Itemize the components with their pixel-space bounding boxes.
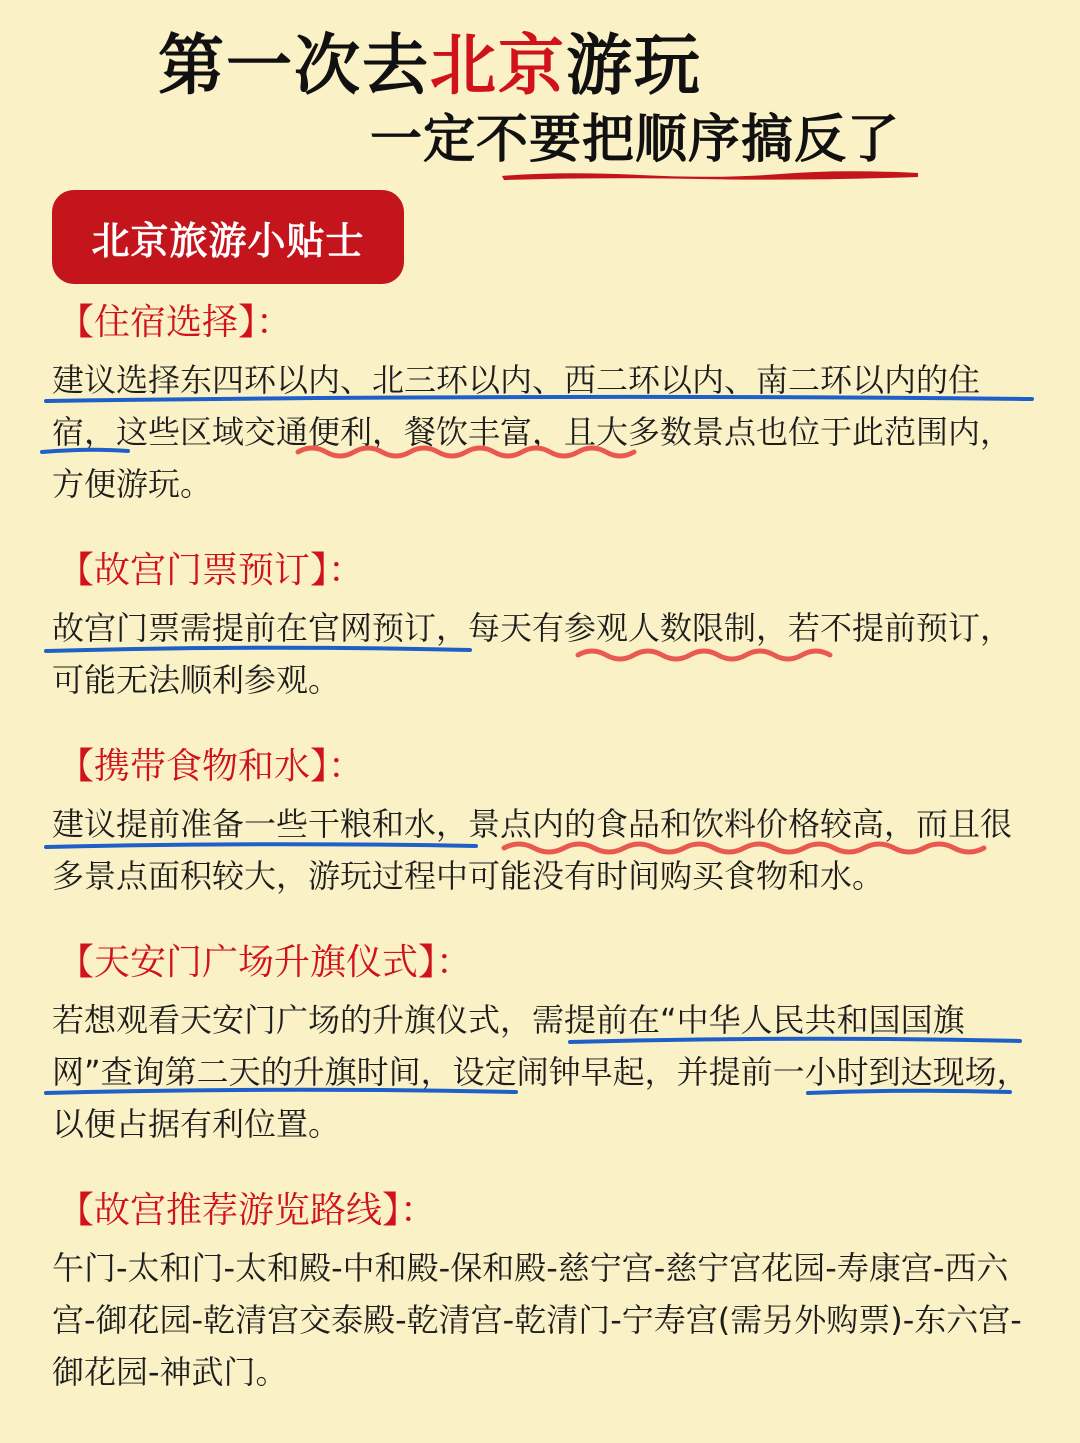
section-heading-food: 【携带食物和水】： [58,746,365,787]
title-accent: 北京 [430,27,566,104]
page-title [158,26,702,106]
section-heading-lodging: 【住宿选择】： [58,302,293,343]
title-text-end: 游玩 [566,27,702,104]
section-heading-tickets: 【故宫门票预订】： [58,550,365,591]
section-text-food: 建议提前准备一些干粮和水，景点内的食品和饮料价格较高，而且很多景点面积较大，游玩过程中可能没有时间购买食物和水。 [52,805,1013,895]
section-text-flag: 若想观看天安门广场的升旗仪式，需提前在“中华人民共和国国旗网”查询第二天的升旗时间，设定闹钟早起，并提前一小时到达现场，以便占据有利位置。 [52,1001,1029,1143]
tips-badge: 北京旅游小贴士 [52,190,404,284]
section-heading-flag: 【天安门广场升旗仪式】： [58,942,473,983]
section-text-route: 午门-太和门-太和殿-中和殿-保和殿-慈宁宫-慈宁宫花园-寿康宫-西六宫-御花园-乾清宫交泰殿-乾清宫-乾清门-宁寿宫(需另外购票)-东六宫-御花园-神武门。 [52,1249,1022,1391]
section-text-lodging: 建议选择东四环以内、北三环以内、西二环以内、南二环以内的住宿，这些区域交通便利，餐饮丰富，且大多数景点也位于此范围内，方便游玩。 [52,361,1013,503]
subtitle-brush-underline [500,168,920,182]
page-subtitle: 一定不要把顺序搞反了 [370,110,901,170]
section-heading-route: 【故宫推荐游览路线】： [58,1190,437,1231]
title-text: 第一次去 [158,27,430,104]
section-text-tickets: 故宫门票需提前在官网预订，每天有参观人数限制，若不提前预订，可能无法顺利参观。 [52,609,1013,699]
